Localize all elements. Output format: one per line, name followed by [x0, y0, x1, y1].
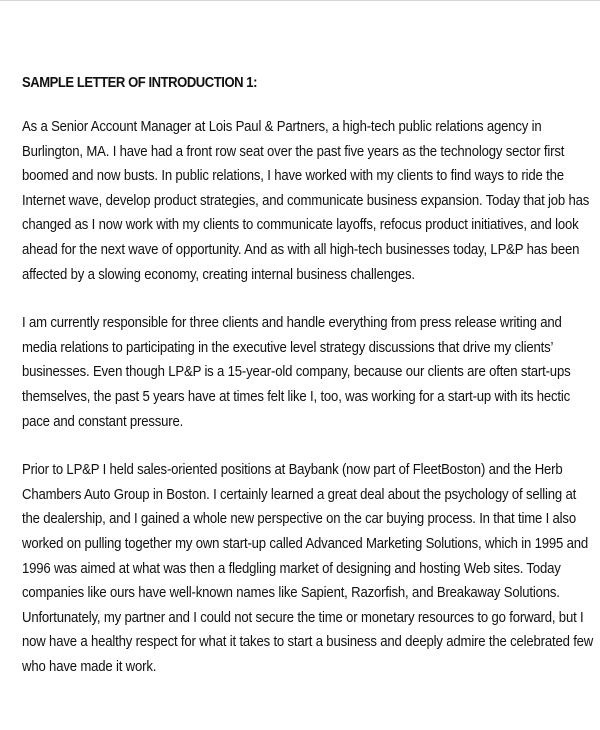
- paragraph-2: [22, 311, 574, 434]
- paragraph-line: boomed and now busts. In public relations, I have worked with my clients to find ways to ride the: [22, 167, 564, 185]
- paragraph-line: businesses. Even though LP&P is a 15-year-old company, because our clients are often start-ups: [22, 363, 571, 381]
- paragraph-line: Chambers Auto Group in Boston. I certainly learned a great deal about the psychology of selling at: [22, 485, 577, 503]
- letter-body: [22, 75, 594, 703]
- paragraph-line: Internet wave, develop product strategies, and communicate business expansion. Today that job has: [22, 191, 590, 209]
- letter-title: SAMPLE LETTER OF INTRODUCTION 1:: [22, 75, 257, 91]
- paragraph-line: the dealership, and I gained a whole new perspective on the car buying process. In that time I also: [22, 510, 576, 528]
- paragraph-line: worked on pulling together my own start-up called Advanced Marketing Solutions, which in 1995 and: [22, 534, 588, 552]
- paragraph-line: ahead for the next wave of opportunity. And as with all high-tech businesses today, LP&P has been: [22, 240, 580, 258]
- paragraph-line: media relations to participating in the executive level strategy discussions that drive my clients’: [22, 338, 554, 356]
- paragraph-line: themselves, the past 5 years have at times felt like I, too, was working for a start-up with its hectic: [22, 387, 571, 405]
- paragraph-line: 1996 was aimed at what was then a fledgling market of designing and hosting Web sites. Today: [22, 559, 561, 577]
- paragraph-line: As a Senior Account Manager at Lois Paul & Partners, a high-tech public relations agency in: [22, 118, 542, 135]
- paragraph-3: [22, 458, 594, 679]
- paragraph-line: Burlington, MA. I have had a front row seat over the past five years as the technology sector first: [22, 142, 565, 160]
- paragraph-1: [22, 115, 590, 287]
- paragraph-line: I am currently responsible for three clients and handle everything from press release writing and: [22, 314, 562, 332]
- paragraph-line: changed as I now work with my clients to communicate layoffs, refocus product initiatives, and look: [22, 216, 579, 234]
- paragraph-line: Prior to LP&P I held sales-oriented positions at Baybank (now part of FleetBoston) and the Herb: [22, 461, 563, 479]
- paragraph-line: companies like ours have well-known names like Sapient, Razorfish, and Breakaway Solutions.: [22, 584, 560, 602]
- paragraph-line: now have a healthy respect for what it takes to start a business and deeply admire the celebrated few: [22, 633, 594, 651]
- paragraph-line: affected by a slowing economy, creating internal business challenges.: [22, 265, 415, 283]
- paragraph-line: who have made it work.: [22, 657, 157, 675]
- paragraph-line: pace and constant pressure.: [22, 412, 184, 430]
- paragraph-line: Unfortunately, my partner and I could not secure the time or monetary resources to go forward, but I: [22, 608, 584, 626]
